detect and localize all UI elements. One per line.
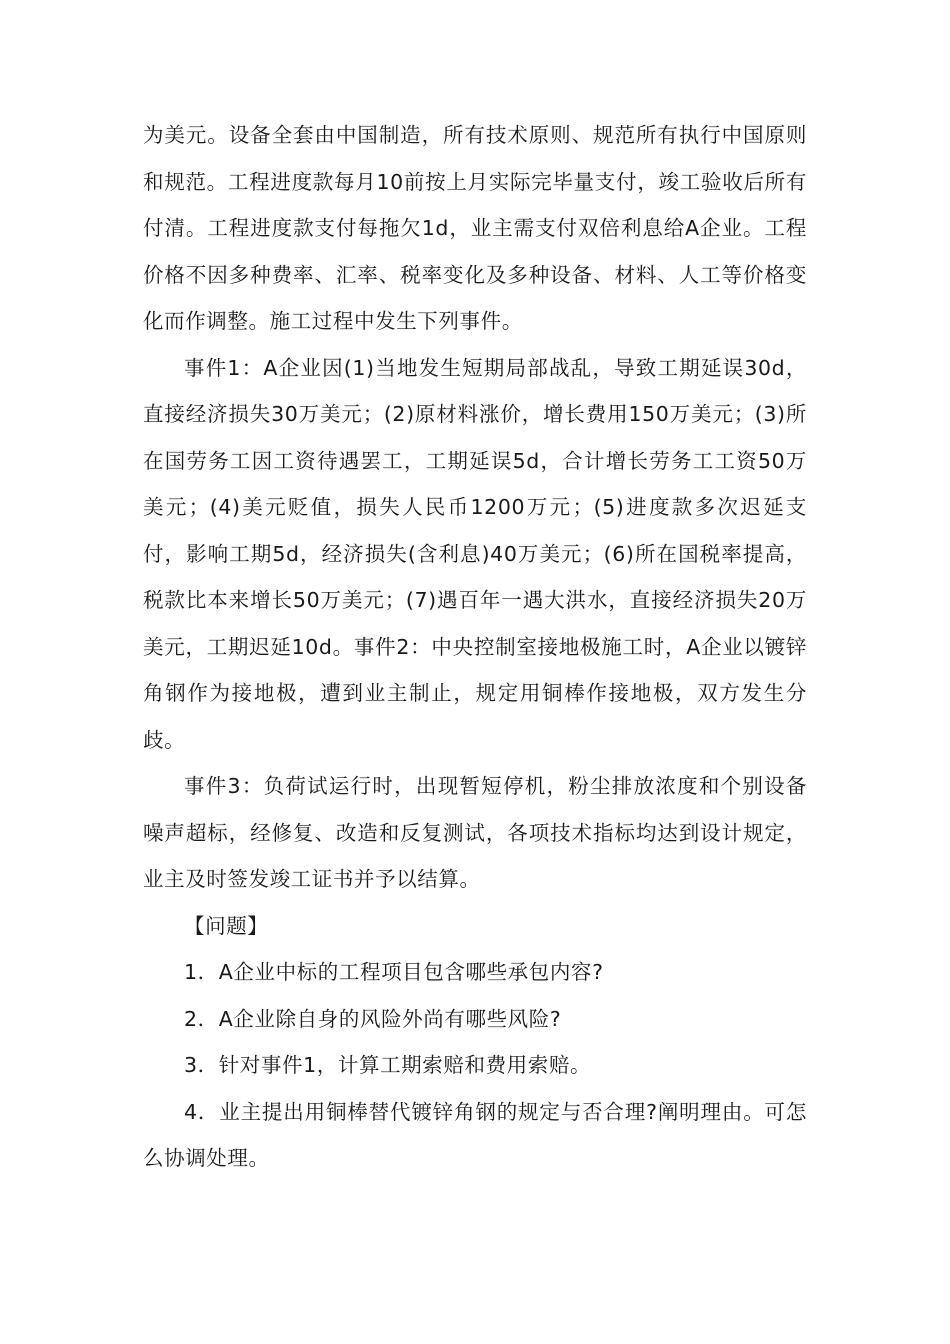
question-item: 1．A企业中标的工程项目包含哪些承包内容? [184,960,604,984]
paragraph-event-1-2: 事件1：A企业因(1)当地发生短期局部战乱，导致工期延误30d，直接经济损失30万美元；(2)原材料涨价，增长费用150万美元；(3)所在国劳务工因工资待遇罢工，工期延误5d，合计增长劳务工工资50万美元；(4)美元贬值，损失人民币1200万元；(5)进度款多次迟延支付，影响工期5d，经济损失(含利息)40万美元；(6)所在国税率提高，税款比本来增长50万美元；(7)遇百年一遇大洪水，直接经济损失20万美元，工期迟延10d。事件2：中央控制室接地极施工时，A企业以镀锌角钢作为接地极，遭到业主制止，规定用铜棒作接地极，双方发生分歧。 [143,355,807,752]
question-item: 4．业主提出用铜棒替代镀锌角钢的规定与否合理?阐明理由。可怎么协调处理。 [143,1099,807,1170]
questions-heading: 【问题】 [184,913,269,938]
question-item: 2．A企业除自身的风险外尚有哪些风险? [184,1006,562,1031]
paragraph-contract-terms: 为美元。设备全套由中国制造，所有技术原则、规范所有执行中国原则和规范。工程进度款每月10前按上月实际完毕量支付，竣工验收后所有付清。工程进度款支付每拖欠1d，业主需支付双倍利息给A企业。工程价格不因多种费率、汇率、税率变化及多种设备、材料、人工等价格变化而作调整。施工过程中发生下列事件。 [143,123,807,333]
document-body [143,112,807,1182]
question-item: 3．针对事件1，计算工期索赔和费用索赔。 [184,1053,592,1077]
paragraph-event-3: 事件3：负荷试运行时，出现暂短停机，粉尘排放浓度和个别设备噪声超标，经修复、改造和反复测试，各项技术指标均达到设计规定，业主及时签发竣工证书并予以结算。 [143,774,807,891]
